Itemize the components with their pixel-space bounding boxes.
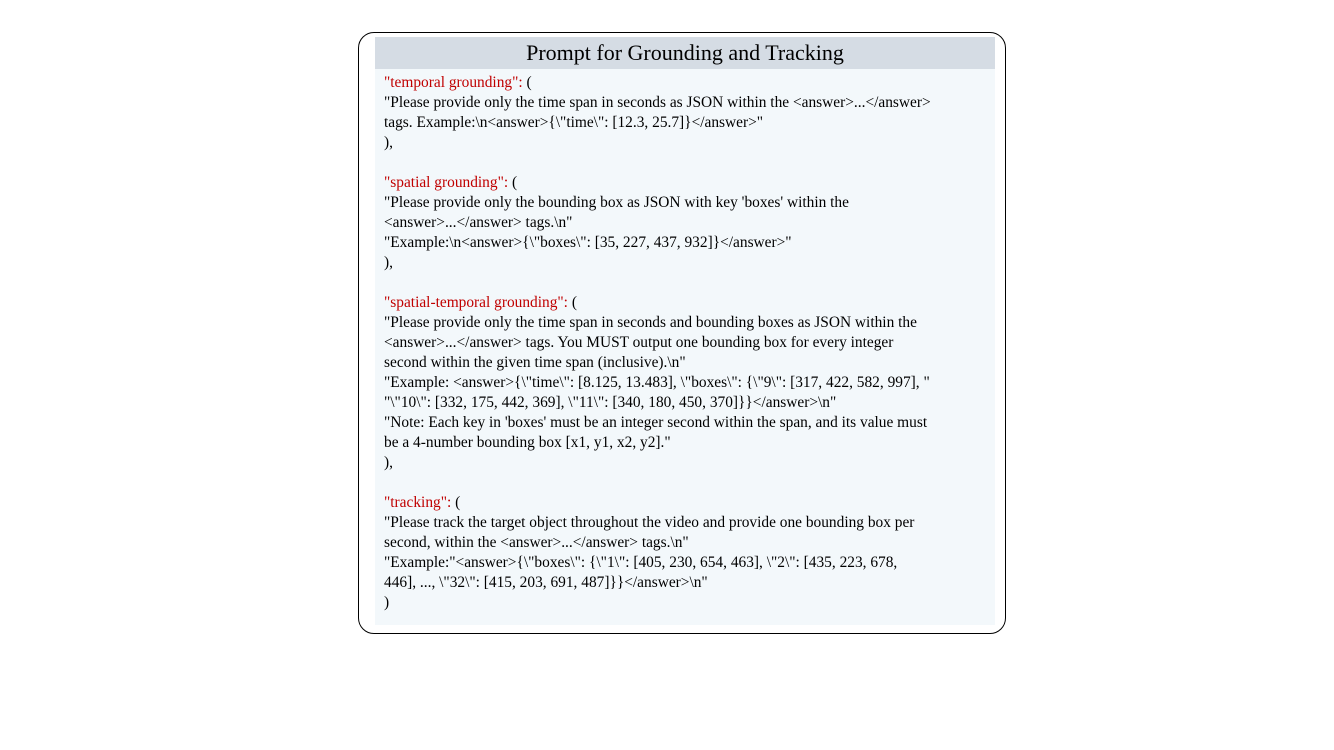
prompt-line: be a 4-number bounding box [x1, y1, x2, y2]." xyxy=(384,434,671,451)
prompt-line: "Note: Each key in 'boxes' must be an integer second within the span, and its value must xyxy=(384,414,928,431)
section-key: "tracking": xyxy=(384,494,452,511)
section-header xyxy=(384,493,985,513)
section-open: ( xyxy=(522,74,532,91)
section-open: ( xyxy=(567,294,577,311)
section-header xyxy=(384,73,985,93)
prompt-line: second, within the <answer>...</answer> tags.\n" xyxy=(384,534,689,551)
prompt-line: <answer>...</answer> tags.\n" xyxy=(384,214,573,231)
section-close: ), xyxy=(384,134,393,151)
card-title: Prompt for Grounding and Tracking xyxy=(375,37,995,69)
prompt-line: second within the given time span (inclusive).\n" xyxy=(384,354,686,371)
section-close: ), xyxy=(384,254,393,271)
section-open: ( xyxy=(508,174,518,191)
prompt-line: <answer>...</answer> tags. You MUST output one bounding box for every integer xyxy=(384,334,894,351)
section-spatial-temporal-grounding xyxy=(384,293,985,473)
prompt-line: "Please provide only the time span in seconds as JSON within the <answer>...</answer> xyxy=(384,94,931,111)
prompt-line: tags. Example:\n<answer>{\"time\": [12.3, 25.7]}</answer>" xyxy=(384,114,764,131)
section-tracking xyxy=(384,493,985,613)
prompt-line: "\"10\": [332, 175, 442, 369], \"11\": [340, 180, 450, 370]}}</answer>\n" xyxy=(384,394,837,411)
prompt-content xyxy=(375,69,995,625)
section-open: ( xyxy=(451,494,461,511)
prompt-line: "Example: <answer>{\"time\": [8.125, 13.483], \"boxes\": {\"9\": [317, 422, 582, 997], " xyxy=(384,374,930,391)
prompt-line: "Example:"<answer>{\"boxes\": {\"1\": [405, 230, 654, 463], \"2\": [435, 223, 678, xyxy=(384,554,898,571)
prompt-line: "Please provide only the time span in seconds and bounding boxes as JSON within the xyxy=(384,314,917,331)
prompt-card xyxy=(358,32,1006,634)
prompt-line: "Please provide only the bounding box as JSON with key 'boxes' within the xyxy=(384,194,849,211)
section-key: "spatial grounding": xyxy=(384,174,509,191)
prompt-line: "Example:\n<answer>{\"boxes\": [35, 227, 437, 932]}</answer>" xyxy=(384,234,792,251)
section-temporal-grounding xyxy=(384,73,985,153)
prompt-line: 446], ..., \"32\": [415, 203, 691, 487]}}</answer>\n" xyxy=(384,574,708,591)
section-close: ) xyxy=(384,594,390,611)
section-spatial-grounding xyxy=(384,173,985,273)
section-header xyxy=(384,173,985,193)
section-close: ), xyxy=(384,454,393,471)
section-header xyxy=(384,293,985,313)
prompt-line: "Please track the target object throughout the video and provide one bounding box per xyxy=(384,514,915,531)
section-key: "temporal grounding": xyxy=(384,74,523,91)
section-key: "spatial-temporal grounding": xyxy=(384,294,568,311)
